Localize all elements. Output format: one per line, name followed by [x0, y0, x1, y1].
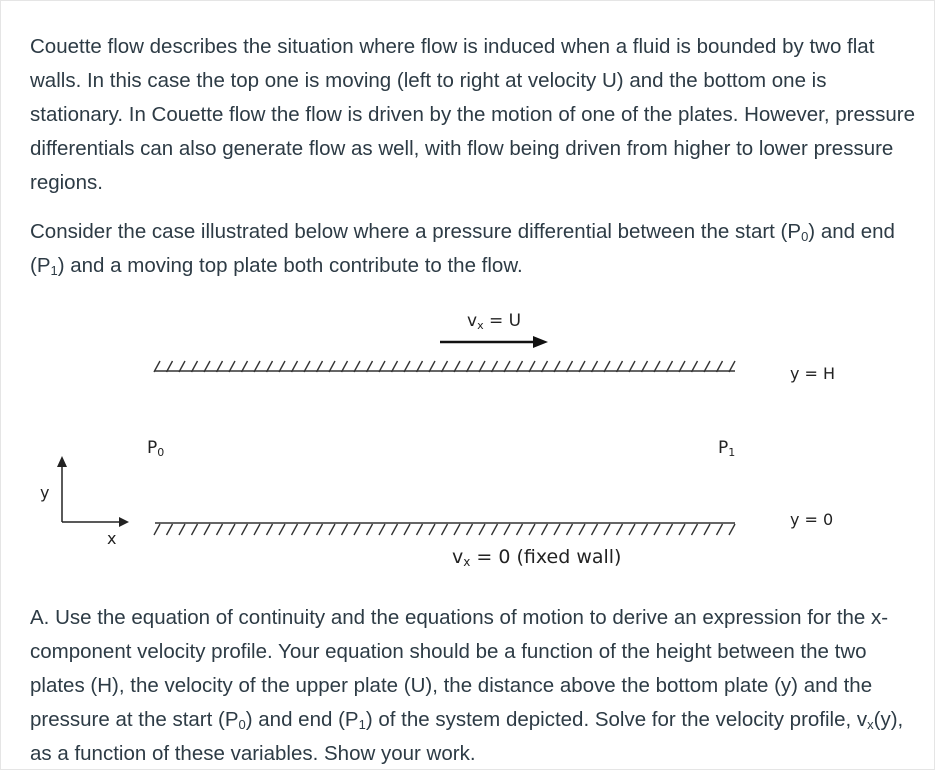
hatch-mark — [242, 524, 248, 535]
intro-paragraph: Couette flow describes the situation where flow is induced when a fluid is bounded by two flat walls. In this case the top one is moving (left to right at velocity U) and the bottom one is stationary. In Couette flow the flow is driven by the motion of one of the plates. However, pressure differentials can also generate flow as well, with flow being driven from higher to lower pressure regions. — [30, 35, 916, 194]
question-a-paragraph: A. Use the equation of continuity and the equations of motion to derive an expression for the x-component velocity profile. Your equation should be a function of the height between the two plates (H), the velocity of the upper plate (U), the distance above the bottom plate (y) and the pressure at the start $(P_0)$ and end $(P_1)$ of the system depicted. Solve for the velocity profile, $v_x(y)$, as a function of these variables. Show your work. — [30, 606, 904, 765]
hatch-mark — [317, 524, 323, 535]
hatch-mark — [292, 524, 298, 535]
hatch-mark — [167, 524, 173, 535]
hatch-mark — [442, 524, 448, 535]
p0-subscript: 0 — [801, 229, 809, 244]
hatch-mark — [229, 524, 235, 535]
p1-subscript: 1 — [50, 263, 58, 278]
hatch-mark — [642, 524, 648, 535]
p1-label: $P_1$ — [718, 438, 736, 459]
hatch-mark — [729, 524, 735, 535]
hatch-mark — [479, 524, 485, 535]
hatch-mark — [367, 524, 373, 535]
p0-label: $P_0$ — [147, 438, 165, 459]
hatch-mark — [429, 524, 435, 535]
hatch-mark — [704, 524, 710, 535]
bottom-velocity-label: $v_x = 0$ (fixed wall) — [452, 546, 622, 569]
hatch-mark — [692, 524, 698, 535]
hatch-mark — [467, 524, 473, 535]
hatch-mark — [542, 524, 548, 535]
hatch-mark — [267, 524, 273, 535]
hatch-mark — [329, 524, 335, 535]
hatch-mark — [604, 524, 610, 535]
hatch-mark — [667, 524, 673, 535]
hatch-mark — [392, 524, 398, 535]
x-axis-label: x — [107, 529, 117, 548]
hatch-mark — [492, 524, 498, 535]
hatch-mark — [417, 524, 423, 535]
hatch-mark — [617, 524, 623, 535]
hatch-mark — [304, 524, 310, 535]
hatch-mark — [354, 524, 360, 535]
y-axis-arrowhead — [57, 456, 67, 467]
hatch-mark — [717, 524, 723, 535]
bottom-plate-hatching — [154, 524, 735, 535]
consider-paragraph: Consider the case illustrated below where a pressure differential between the start $(P_0)$ and end $(P_1)$ and a moving top plate both contribute to the flow. — [30, 220, 895, 278]
hatch-mark — [654, 524, 660, 535]
hatch-mark — [454, 524, 460, 535]
diagram-graphics — [0, 300, 935, 585]
hatch-mark — [404, 524, 410, 535]
hatch-mark — [254, 524, 260, 535]
hatch-mark — [204, 524, 210, 535]
top-velocity-arrowhead — [533, 336, 548, 348]
top-height-label: y = H — [790, 364, 836, 383]
hatch-mark — [679, 524, 685, 535]
top-velocity-label: $v_x = U$ — [467, 311, 522, 332]
hatch-mark — [592, 524, 598, 535]
hatch-mark — [517, 524, 523, 535]
bottom-height-label: y = 0 — [790, 510, 834, 529]
hatch-mark — [529, 524, 535, 535]
hatch-mark — [342, 524, 348, 535]
hatch-mark — [504, 524, 510, 535]
y-axis-label: y — [40, 483, 50, 502]
hatch-mark — [179, 524, 185, 535]
hatch-mark — [379, 524, 385, 535]
couette-flow-diagram — [0, 300, 935, 585]
hatch-mark — [554, 524, 560, 535]
hatch-mark — [154, 524, 160, 535]
hatch-mark — [567, 524, 573, 535]
hatch-mark — [629, 524, 635, 535]
hatch-mark — [279, 524, 285, 535]
hatch-mark — [192, 524, 198, 535]
hatch-mark — [217, 524, 223, 535]
hatch-mark — [579, 524, 585, 535]
x-axis-arrowhead — [119, 517, 129, 527]
